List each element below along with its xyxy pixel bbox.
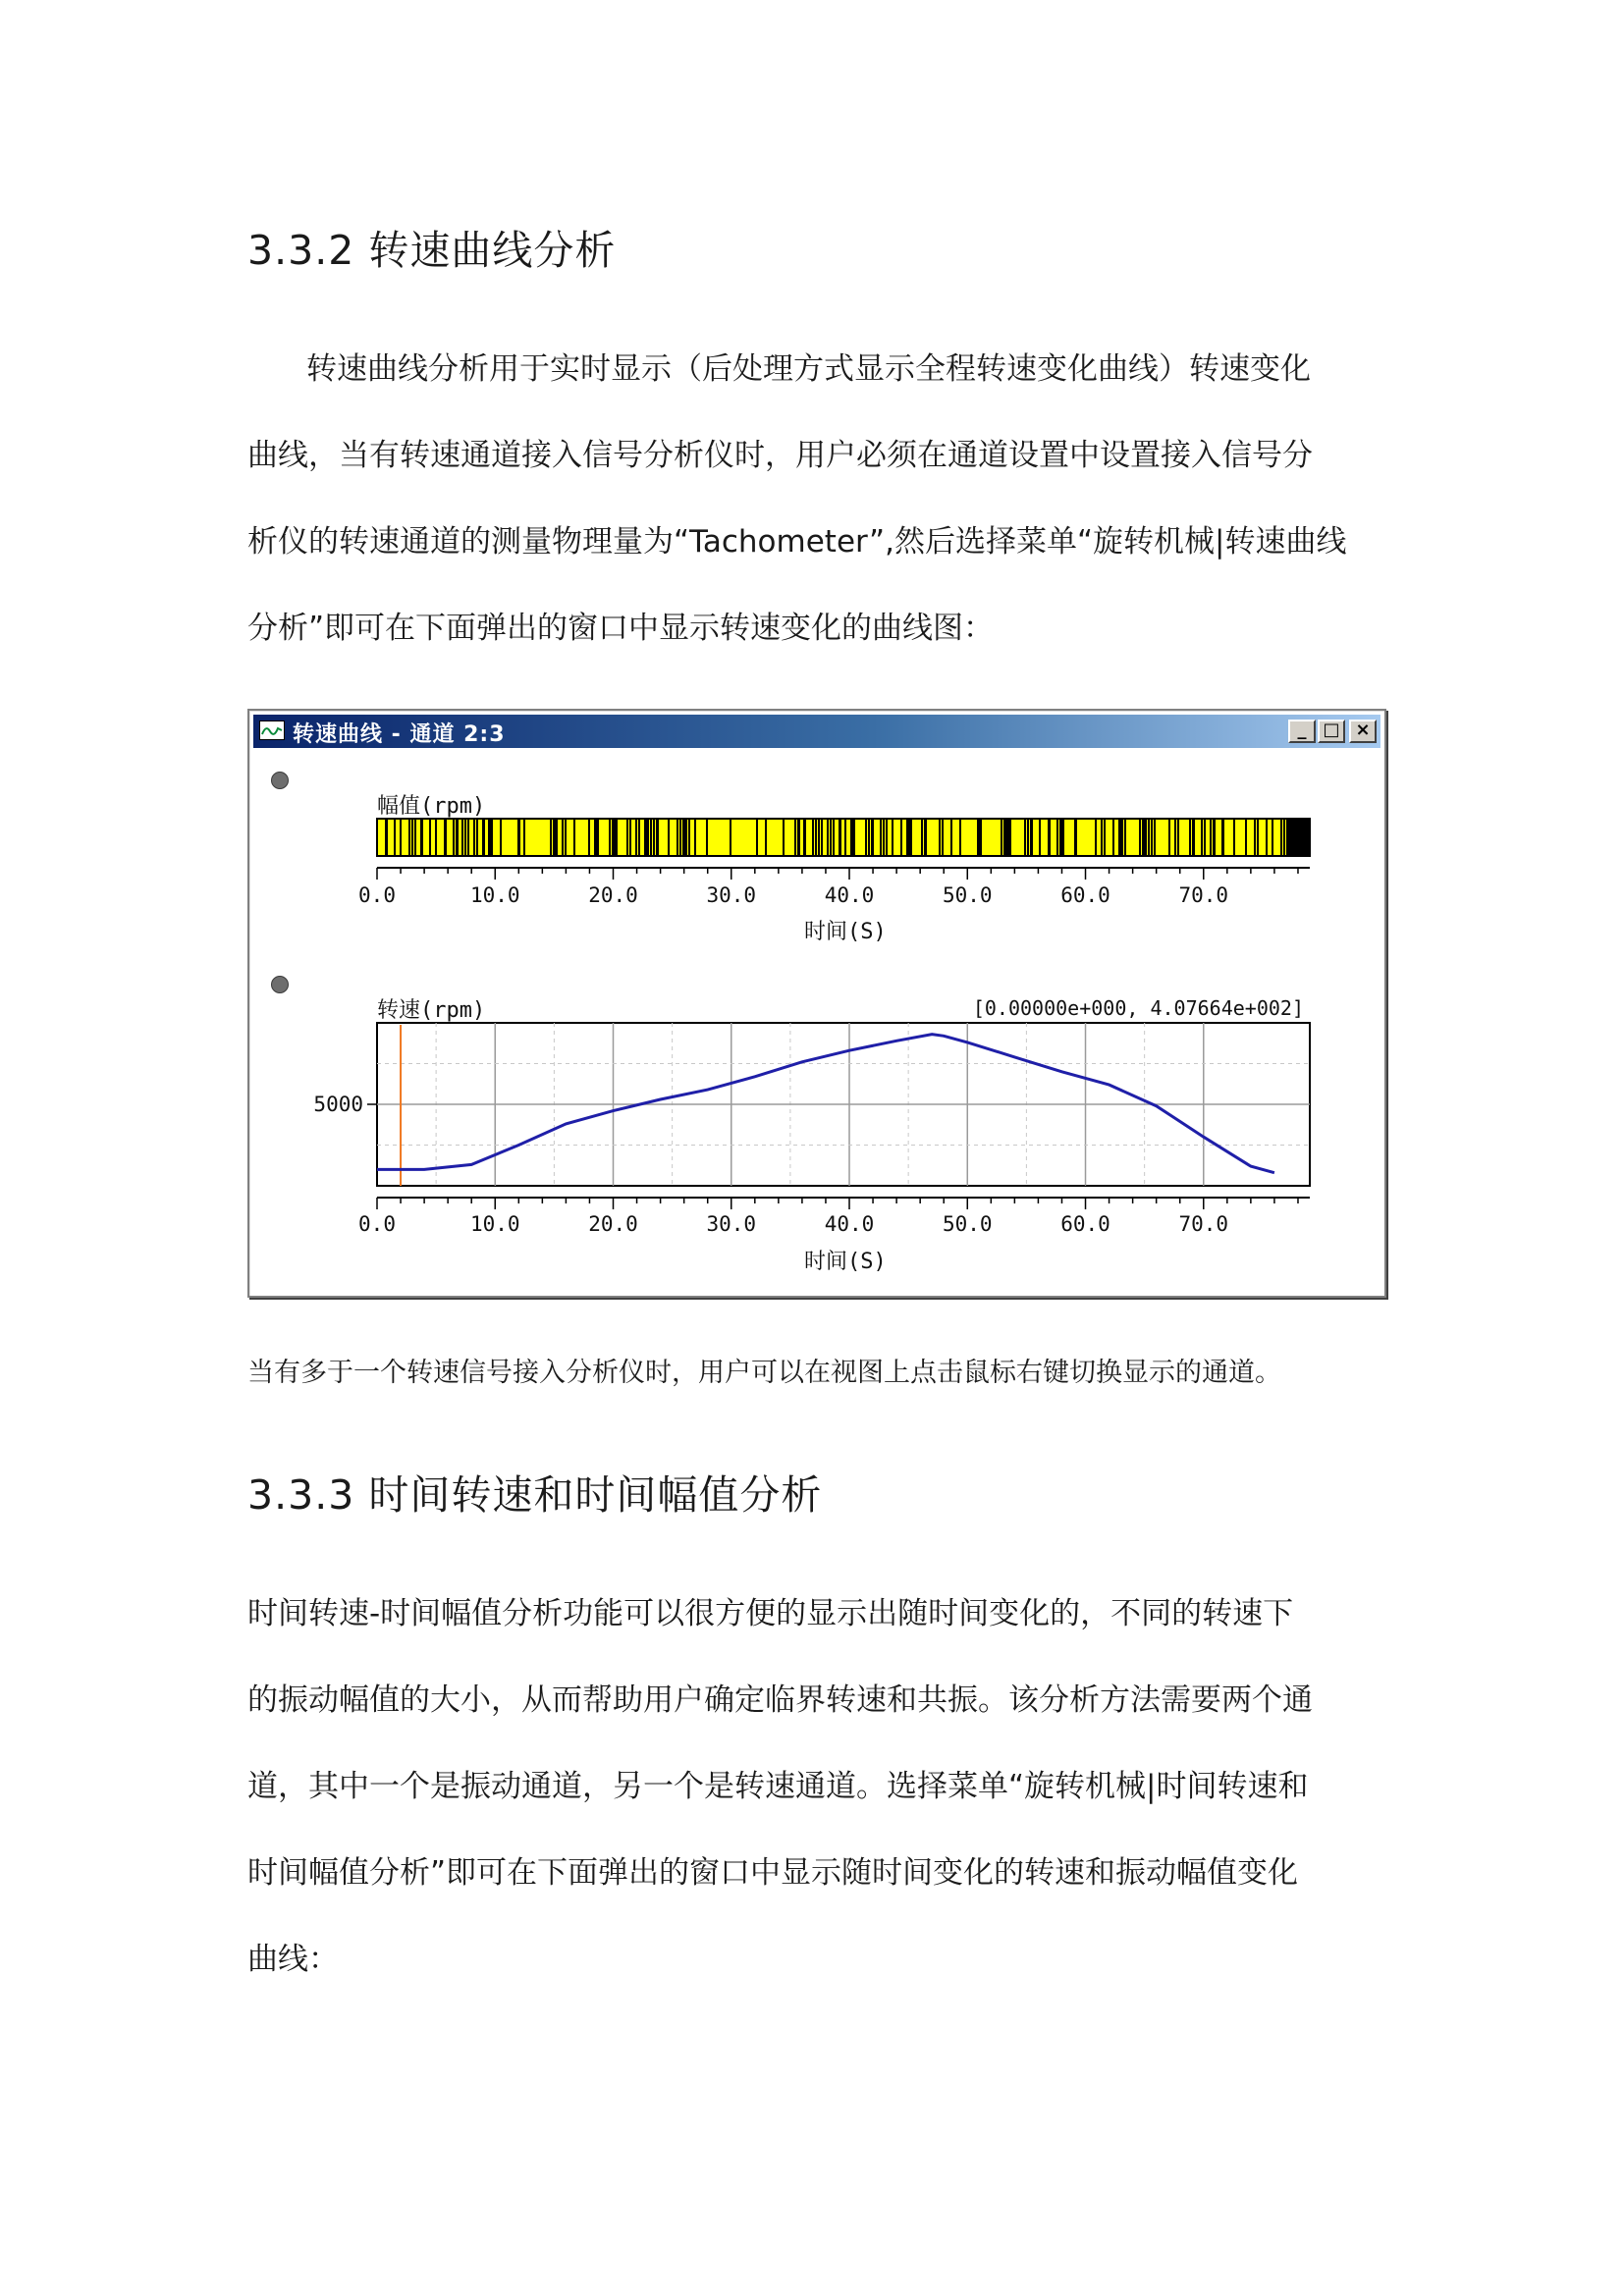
amplitude-bar (1280, 820, 1282, 855)
amplitude-bar (1148, 820, 1150, 855)
amplitude-bar (1056, 820, 1058, 855)
amplitude-bar (1139, 820, 1141, 855)
amplitude-bar (453, 820, 455, 855)
amplitude-bar (411, 820, 413, 855)
amplitude-bar (656, 820, 659, 855)
amplitude-bar (1142, 820, 1145, 855)
amplitude-bar (429, 820, 431, 855)
amplitude-bar (892, 820, 893, 855)
amplitude-bar (1286, 820, 1308, 855)
paragraph-line: 曲线： (247, 1942, 339, 1977)
amplitude-x-tick-label: 30.0 (706, 883, 757, 907)
paragraph-line: 曲线，当有转速通道接入信号分析仪时，用户必须在通道设置中设置接入信号分 (247, 438, 1313, 473)
amplitude-bar (839, 820, 841, 855)
amplitude-bar (1233, 820, 1235, 855)
amplitude-bar (629, 820, 631, 855)
amplitude-bar (909, 820, 912, 855)
amplitude-bar (1001, 820, 1002, 855)
amplitude-bar (1027, 820, 1029, 855)
amplitude-bar (818, 820, 820, 855)
amplitude-bar (797, 820, 800, 855)
amplitude-bar (668, 820, 670, 855)
amplitude-bar (815, 820, 817, 855)
amplitude-bar (1145, 820, 1147, 855)
amplitude-bar (1266, 820, 1268, 855)
amplitude-x-tick-label: 40.0 (824, 883, 875, 907)
amplitude-bar (1024, 820, 1026, 855)
amplitude-x-tick-label: 10.0 (469, 883, 520, 907)
amplitude-bar (565, 820, 567, 855)
speed-x-axis (358, 1198, 1310, 1236)
amplitude-chart (358, 794, 1310, 944)
amplitude-x-tick-label: 0.0 (358, 883, 396, 907)
tachometer-curve-window[interactable] (247, 709, 1386, 1298)
speed-x-tick-label: 0.0 (358, 1212, 396, 1236)
paragraph-line: 转速曲线分析用于实时显示（后处理方式显示全程转速变化曲线）转速变化 (306, 351, 1311, 387)
amplitude-bar (1039, 820, 1041, 855)
speed-xlabel: 时间(S) (804, 1250, 887, 1274)
amplitude-bar (553, 820, 556, 855)
amplitude-bar (435, 820, 437, 855)
amplitude-xlabel: 时间(S) (804, 920, 887, 944)
amplitude-x-tick-label: 60.0 (1060, 883, 1110, 907)
speed-ylabel: 转速(rpm) (377, 998, 486, 1023)
amplitude-bar (1101, 820, 1103, 855)
speed-x-tick-label: 70.0 (1178, 1212, 1229, 1236)
amplitude-bar (694, 820, 696, 855)
minimize-button[interactable]: _ (1288, 720, 1316, 743)
amplitude-bar (1221, 820, 1224, 855)
amplitude-bar (868, 820, 870, 855)
amplitude-bar (615, 820, 618, 855)
amplitude-bar (682, 820, 685, 855)
amplitude-bar (821, 820, 823, 855)
amplitude-bar (679, 820, 681, 855)
amplitude-x-tick-label: 50.0 (942, 883, 993, 907)
amplitude-bar (653, 820, 655, 855)
amplitude-bar (400, 820, 402, 855)
amplitude-bar (950, 820, 952, 855)
amplitude-bar (635, 820, 637, 855)
amplitude-bar (647, 820, 649, 855)
amplitude-bar (1213, 820, 1216, 855)
amplitude-bar (1283, 820, 1285, 855)
maximize-button[interactable]: □ (1318, 720, 1345, 743)
amplitude-bar (921, 820, 923, 855)
amplitude-bar (488, 820, 491, 855)
amplitude-bar (456, 820, 459, 855)
amplitude-bar (1009, 820, 1011, 855)
amplitude-bar (556, 820, 558, 855)
section-heading-3-3-3: 3.3.3 时间转速和时间幅值分析 (247, 1471, 823, 1519)
paragraph-line: 时间转速-时间幅值分析功能可以很方便的显示出随时间变化的，不同的转速下 (247, 1596, 1294, 1631)
paragraph-line: 分析”即可在下面弹出的窗口中显示转速变化的曲线图： (247, 611, 995, 646)
amplitude-bar (939, 820, 941, 855)
amplitude-bar (871, 820, 874, 855)
amplitude-bar (644, 820, 647, 855)
amplitude-bar (1104, 820, 1106, 855)
amplitude-bar (500, 820, 502, 855)
amplitude-bar (1168, 820, 1170, 855)
amplitude-bar (1245, 820, 1247, 855)
amplitude-bar (491, 820, 493, 855)
amplitude-bar (517, 820, 520, 855)
amplitude-bar (473, 820, 475, 855)
amplitude-bar (765, 820, 767, 855)
amplitude-bar (1059, 820, 1062, 855)
amplitude-bar (730, 820, 731, 855)
amplitude-bar (1006, 820, 1009, 855)
amplitude-bar (833, 820, 835, 855)
paragraph-line: 的振动幅值的大小，从而帮助用户确定临界转速和共振。该分析方法需要两个通 (247, 1682, 1313, 1718)
speed-x-tick-label: 40.0 (824, 1212, 875, 1236)
amplitude-bar (830, 820, 832, 855)
amplitude-bar (900, 820, 902, 855)
amplitude-bar (394, 820, 396, 855)
amplitude-bar (685, 820, 687, 855)
amplitude-bar (844, 820, 846, 855)
amplitude-bar (476, 820, 478, 855)
amplitude-x-axis (358, 868, 1310, 907)
amplitude-bar (1151, 820, 1153, 855)
amplitude-bar (1257, 820, 1259, 855)
amplitude-bar (1272, 820, 1273, 855)
amplitude-bar (959, 820, 961, 855)
amplitude-bar (794, 820, 796, 855)
amplitude-bar (1210, 820, 1212, 855)
amplitude-x-tick-label: 20.0 (588, 883, 638, 907)
amplitude-bar (1124, 820, 1126, 855)
amplitude-bar (650, 820, 652, 855)
amplitude-bar (1030, 820, 1033, 855)
amplitude-bar (906, 820, 909, 855)
amplitude-ylabel: 幅值(rpm) (377, 794, 486, 819)
amplitude-bar (1254, 820, 1256, 855)
amplitude-bar (612, 820, 615, 855)
amplitude-bar (827, 820, 829, 855)
amplitude-bar (1095, 820, 1097, 855)
amplitude-bar (886, 820, 888, 855)
amplitude-bar (1192, 820, 1195, 855)
amplitude-bar (573, 820, 575, 855)
amplitude-bar (853, 820, 855, 855)
amplitude-bar (756, 820, 758, 855)
amplitude-bar (677, 820, 678, 855)
amplitude-bar (594, 820, 597, 855)
section-heading-3-3-2: 3.3.2 转速曲线分析 (247, 227, 617, 274)
amplitude-bar (883, 820, 885, 855)
amplitude-bar (408, 820, 410, 855)
amplitude-bar (444, 820, 447, 855)
speed-chart (313, 996, 1310, 1274)
figure-caption: 当有多于一个转速信号接入分析仪时，用户可以在视图上点击鼠标右键切换显示的通道。 (247, 1358, 1281, 1388)
amplitude-bar (550, 820, 552, 855)
amplitude-bar (942, 820, 944, 855)
speed-x-tick-label: 30.0 (706, 1212, 757, 1236)
amplitude-bar (1062, 820, 1064, 855)
paragraph-line: 道，其中一个是振动通道，另一个是转速通道。选择菜单“旋转机械|时间转速和 (247, 1769, 1309, 1804)
amplitude-bar (482, 820, 485, 855)
amplitude-bar (1189, 820, 1191, 855)
amplitude-bar (783, 820, 785, 855)
amplitude-bar (1121, 820, 1123, 855)
charts-area (249, 711, 1384, 1296)
amplitude-bar (706, 820, 708, 855)
amplitude-bar (1174, 820, 1176, 855)
amplitude-bar (1177, 820, 1179, 855)
amplitude-bar (977, 820, 980, 855)
amplitude-bar (688, 820, 690, 855)
amplitude-bar (1201, 820, 1203, 855)
amplitude-bar (850, 820, 853, 855)
window-title: 转速曲线 - 通道 2:3 (293, 722, 506, 747)
amplitude-bar (1074, 820, 1077, 855)
amplitude-bar (420, 820, 423, 855)
amplitude-bar (980, 820, 982, 855)
speed-y-axis (313, 1093, 377, 1116)
amplitude-bar (385, 820, 388, 855)
amplitude-bar (1118, 820, 1121, 855)
speed-y-tick-label: 5000 (313, 1093, 363, 1116)
paragraph-line: 时间幅值分析”即可在下面弹出的窗口中显示随时间变化的转速和振动幅值变化 (247, 1855, 1299, 1891)
amplitude-bar (464, 820, 466, 855)
amplitude-bar (1112, 820, 1114, 855)
close-button[interactable]: × (1349, 720, 1377, 743)
amplitude-x-tick-label: 70.0 (1178, 883, 1229, 907)
speed-x-tick-label: 50.0 (942, 1212, 993, 1236)
speed-x-tick-label: 60.0 (1060, 1212, 1110, 1236)
amplitude-bar (414, 820, 416, 855)
speed-x-tick-label: 10.0 (469, 1212, 520, 1236)
amplitude-bar (588, 820, 590, 855)
amplitude-bar (1204, 820, 1206, 855)
amplitude-bar (626, 820, 628, 855)
amplitude-bar (1048, 820, 1051, 855)
paragraph-line: 析仪的转速通道的测量物理量为“Tachometer”,然后选择菜单“旋转机械|转速曲线 (247, 524, 1347, 560)
amplitude-bar (467, 820, 469, 855)
amplitude-bar (803, 820, 806, 855)
amplitude-bar (609, 820, 611, 855)
amplitude-bar (880, 820, 882, 855)
amplitude-bar (523, 820, 525, 855)
amplitude-bar (562, 820, 564, 855)
amplitude-bar (865, 820, 867, 855)
amplitude-bar (924, 820, 927, 855)
amplitude-bar (1003, 820, 1006, 855)
amplitude-bar (638, 820, 640, 855)
cursor-readout: [0.00000e+000, 4.07664e+002] (972, 996, 1304, 1020)
amplitude-bar (461, 820, 463, 855)
amplitude-bar (812, 820, 814, 855)
amplitude-bar (597, 820, 599, 855)
speed-x-tick-label: 20.0 (588, 1212, 638, 1236)
amplitude-bar (1154, 820, 1156, 855)
